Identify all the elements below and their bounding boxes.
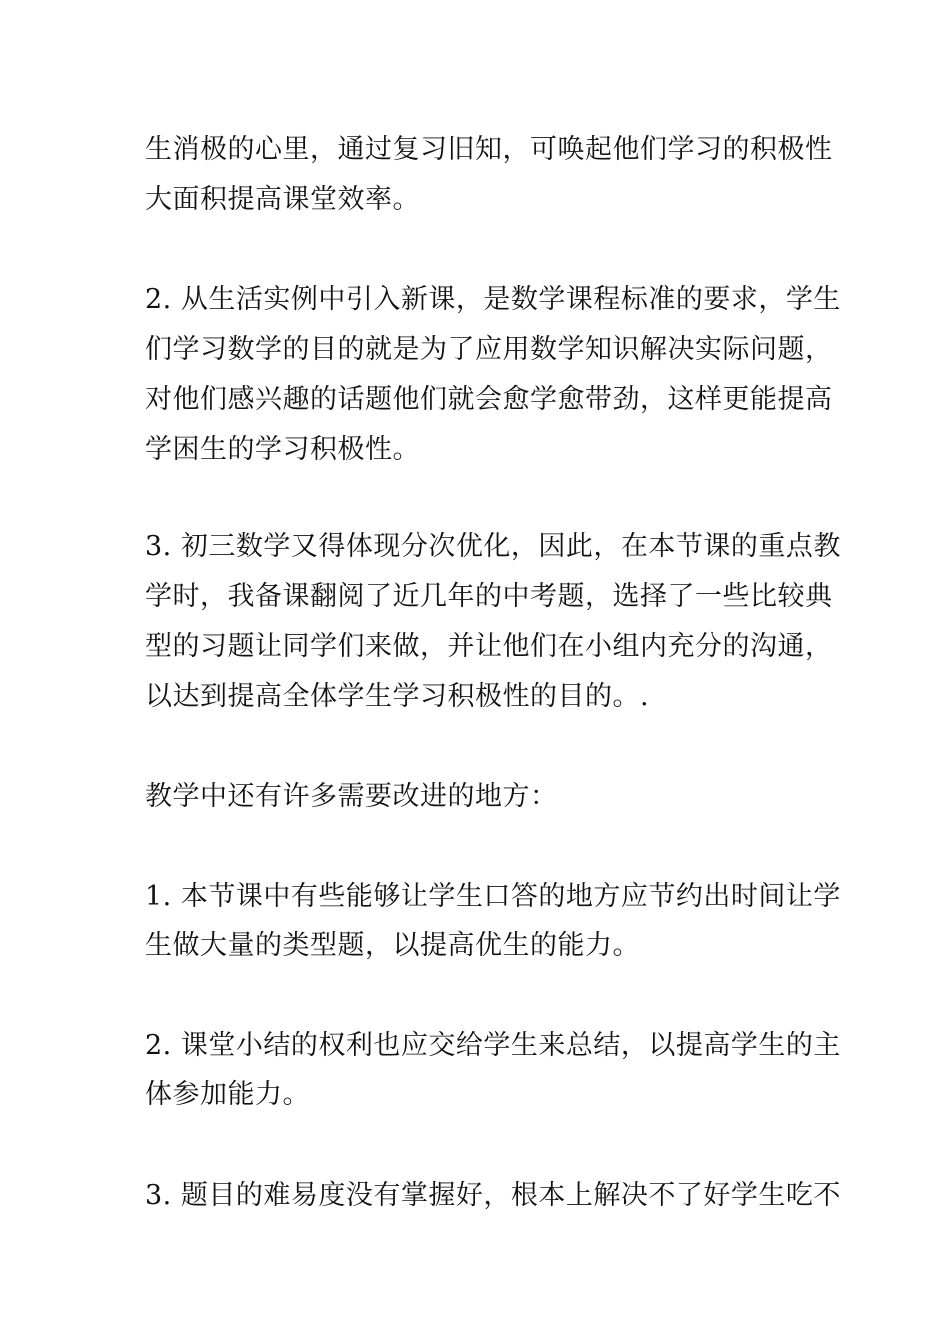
text-line: 大面积提高课堂效率。 (145, 184, 420, 215)
text-line: 2. 从生活实例中引入新课，是数学课程标准的要求，学生 (145, 284, 841, 315)
text-line: 体参加能力。 (145, 1079, 310, 1110)
text-line: 3. 题目的难易度没有掌握好，根本上解决不了好学生吃不 (145, 1180, 841, 1211)
text-line: 生消极的心里，通过复习旧知，可唤起他们学习的积极性 (145, 134, 833, 165)
text-line: 1. 本节课中有些能够让学生口答的地方应节约出时间让学 (145, 881, 841, 912)
text-line: 学困生的学习积极性。 (145, 434, 420, 465)
text-line: 对他们感兴趣的话题他们就会愈学愈带劲，这样更能提高 (145, 384, 833, 415)
text-line: 生做大量的类型题，以提高优生的能力。 (145, 930, 640, 961)
text-line: 以达到提高全体学生学习积极性的目的。. (145, 681, 650, 712)
text-line: 2. 课堂小结的权利也应交给学生来总结，以提高学生的主 (145, 1030, 841, 1061)
text-line: 们学习数学的目的就是为了应用数学知识解决实际问题， (145, 334, 833, 365)
text-line: 3. 初三数学又得体现分次优化，因此，在本节课的重点教 (145, 531, 841, 562)
text-line: 学时，我备课翻阅了近几年的中考题，选择了一些比较典 (145, 581, 833, 612)
text-line: 教学中还有许多需要改进的地方： (145, 781, 558, 812)
text-line: 型的习题让同学们来做，并让他们在小组内充分的沟通， (145, 631, 833, 662)
